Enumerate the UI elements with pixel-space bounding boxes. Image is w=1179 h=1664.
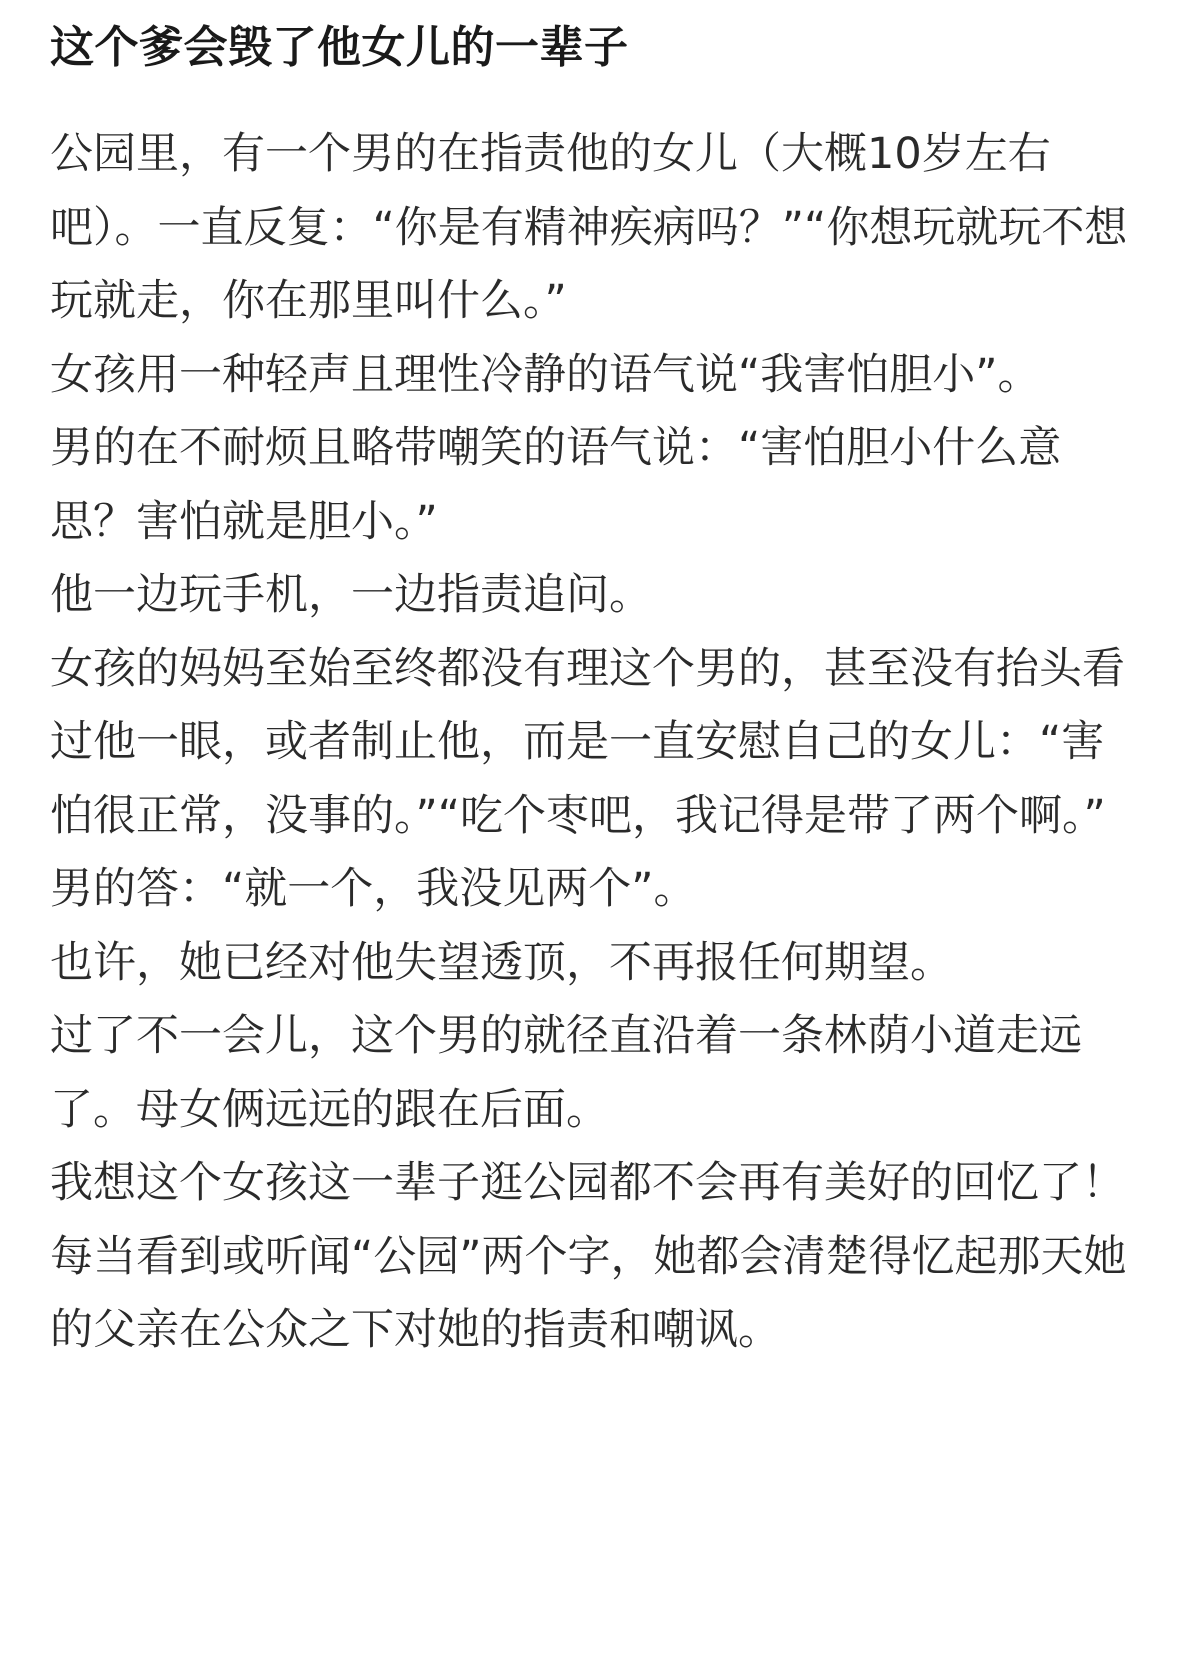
post-title: 这个爹会毁了他女儿的一辈子 [50, 22, 629, 73]
paragraph: 女孩的妈妈至始至终都没有理这个男的，甚至没有抬头看过他一眼，或者制止他，而是一直安慰自己的女儿：“害怕很正常，没事的。”“吃个枣吧，我记得是带了两个啊。” [50, 643, 1125, 841]
paragraph: 男的答：“就一个，我没见两个”。 [50, 864, 697, 914]
paragraph: 过了不一会儿，这个男的就径直沿着一条林荫小道走远了。母女俩远远的跟在后面。 [50, 1011, 1082, 1135]
paragraph: 也许，她已经对他失望透顶，不再报任何期望。 [50, 937, 953, 988]
paragraph: 公园里，有一个男的在指责他的女儿（大概10岁左右吧）。一直反复：“你是有精神疾病吗？”“你想玩就玩不想玩就走，你在那里叫什么。” [50, 129, 1128, 326]
paragraph: 他一边玩手机，一边指责追问。 [50, 570, 652, 620]
post-article [50, 16, 1130, 1368]
post-body [50, 118, 1130, 1368]
paragraph: 我想这个女孩这一辈子逛公园都不会再有美好的回忆了！每当看到或听闻“公园”两个字，她都会清楚得忆起那天她的父亲在公众之下对她的指责和嘲讽。 [50, 1158, 1127, 1355]
paragraph: 男的在不耐烦且略带嘲笑的语气说：“害怕胆小什么意思？害怕就是胆小。” [50, 423, 1062, 547]
paragraph: 女孩用一种轻声且理性冷静的语气说“我害怕胆小”。 [50, 349, 1041, 400]
